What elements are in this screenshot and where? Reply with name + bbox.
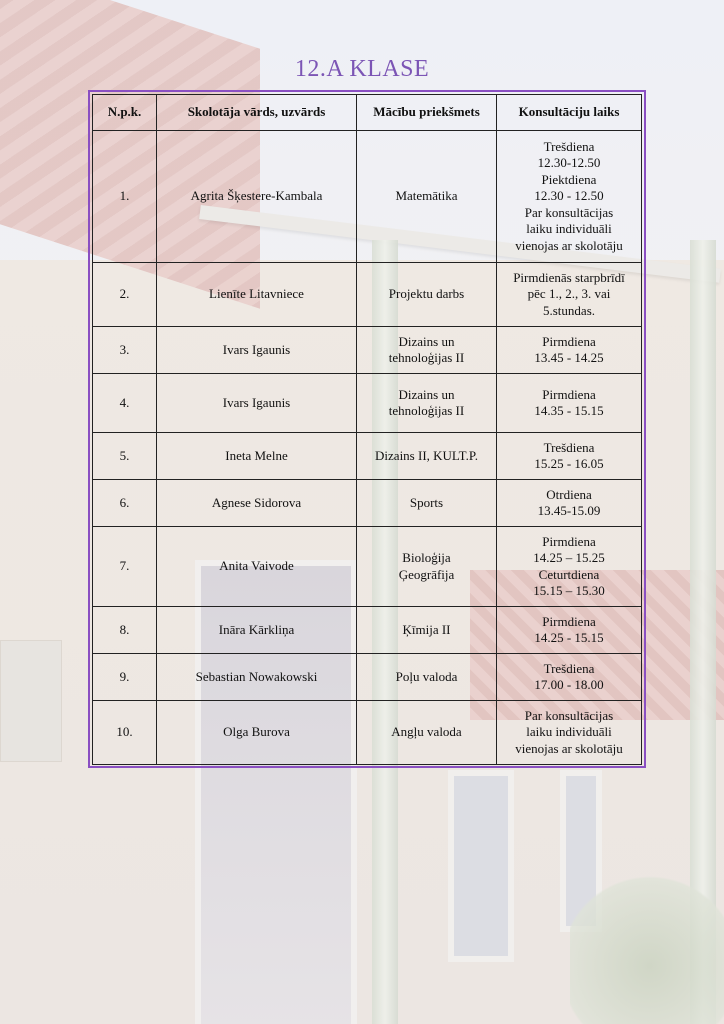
header-teacher: Skolotāja vārds, uzvārds bbox=[157, 95, 357, 131]
cell-teacher: Ivars Igaunis bbox=[157, 327, 357, 374]
cell-num: 8. bbox=[93, 607, 157, 654]
cell-time: Pirmdiena 14.25 - 15.15 bbox=[497, 607, 642, 654]
cell-num: 1. bbox=[93, 131, 157, 263]
cell-teacher: Lienīte Litavniece bbox=[157, 263, 357, 327]
cell-num: 7. bbox=[93, 527, 157, 607]
cell-teacher: Ineta Melne bbox=[157, 433, 357, 480]
table-row bbox=[93, 131, 642, 263]
table-row bbox=[93, 263, 642, 327]
cell-teacher: Ivars Igaunis bbox=[157, 374, 357, 433]
cell-time: Trešdiena 15.25 - 16.05 bbox=[497, 433, 642, 480]
background-tree bbox=[570, 870, 724, 1024]
table-row bbox=[93, 701, 642, 765]
cell-num: 4. bbox=[93, 374, 157, 433]
cell-subject: Ķīmija II bbox=[357, 607, 497, 654]
cell-subject: Matemātika bbox=[357, 131, 497, 263]
cell-num: 9. bbox=[93, 654, 157, 701]
cell-time: Par konsultācijas laiku individuāli vienojas ar skolotāju bbox=[497, 701, 642, 765]
table-row bbox=[93, 654, 642, 701]
cell-subject: Angļu valoda bbox=[357, 701, 497, 765]
cell-time: Trešdiena 17.00 - 18.00 bbox=[497, 654, 642, 701]
table-header-row bbox=[93, 95, 642, 131]
cell-teacher: Anita Vaivode bbox=[157, 527, 357, 607]
cell-teacher: Agrita Šķestere-Kambala bbox=[157, 131, 357, 263]
cell-teacher: Ināra Kārkliņa bbox=[157, 607, 357, 654]
background-sign bbox=[0, 640, 62, 762]
header-num: N.p.k. bbox=[93, 95, 157, 131]
cell-subject: Projektu darbs bbox=[357, 263, 497, 327]
table-row bbox=[93, 374, 642, 433]
cell-time: Trešdiena 12.30-12.50 Piektdiena 12.30 - 12.50 Par konsultācijas laiku individuāli vienojas ar skolotāju bbox=[497, 131, 642, 263]
cell-subject: Poļu valoda bbox=[357, 654, 497, 701]
cell-time: Pirmdienās starpbrīdī pēc 1., 2., 3. vai 5.stundas. bbox=[497, 263, 642, 327]
cell-time: Pirmdiena 13.45 - 14.25 bbox=[497, 327, 642, 374]
table-row bbox=[93, 607, 642, 654]
cell-time: Pirmdiena 14.25 – 15.25 Ceturtdiena 15.15 – 15.30 bbox=[497, 527, 642, 607]
cell-subject: Bioloģija Ģeogrāfija bbox=[357, 527, 497, 607]
cell-teacher: Agnese Sidorova bbox=[157, 480, 357, 527]
page-title: 12.A KLASE bbox=[294, 56, 430, 82]
cell-time: Otrdiena 13.45-15.09 bbox=[497, 480, 642, 527]
cell-subject: Dizains un tehnoloģijas II bbox=[357, 374, 497, 433]
cell-num: 2. bbox=[93, 263, 157, 327]
consultation-table bbox=[92, 94, 642, 765]
cell-teacher: Sebastian Nowakowski bbox=[157, 654, 357, 701]
cell-num: 3. bbox=[93, 327, 157, 374]
cell-subject: Dizains II, KULT.P. bbox=[357, 433, 497, 480]
table-row bbox=[93, 480, 642, 527]
cell-subject: Dizains un tehnoloģijas II bbox=[357, 327, 497, 374]
cell-subject: Sports bbox=[357, 480, 497, 527]
cell-num: 5. bbox=[93, 433, 157, 480]
table-row bbox=[93, 327, 642, 374]
cell-num: 6. bbox=[93, 480, 157, 527]
table-row bbox=[93, 527, 642, 607]
cell-time: Pirmdiena 14.35 - 15.15 bbox=[497, 374, 642, 433]
header-subject: Mācību priekšmets bbox=[357, 95, 497, 131]
background-window bbox=[448, 770, 514, 962]
header-time: Konsultāciju laiks bbox=[497, 95, 642, 131]
cell-teacher: Olga Burova bbox=[157, 701, 357, 765]
table-frame bbox=[88, 90, 646, 768]
table-row bbox=[93, 433, 642, 480]
cell-num: 10. bbox=[93, 701, 157, 765]
